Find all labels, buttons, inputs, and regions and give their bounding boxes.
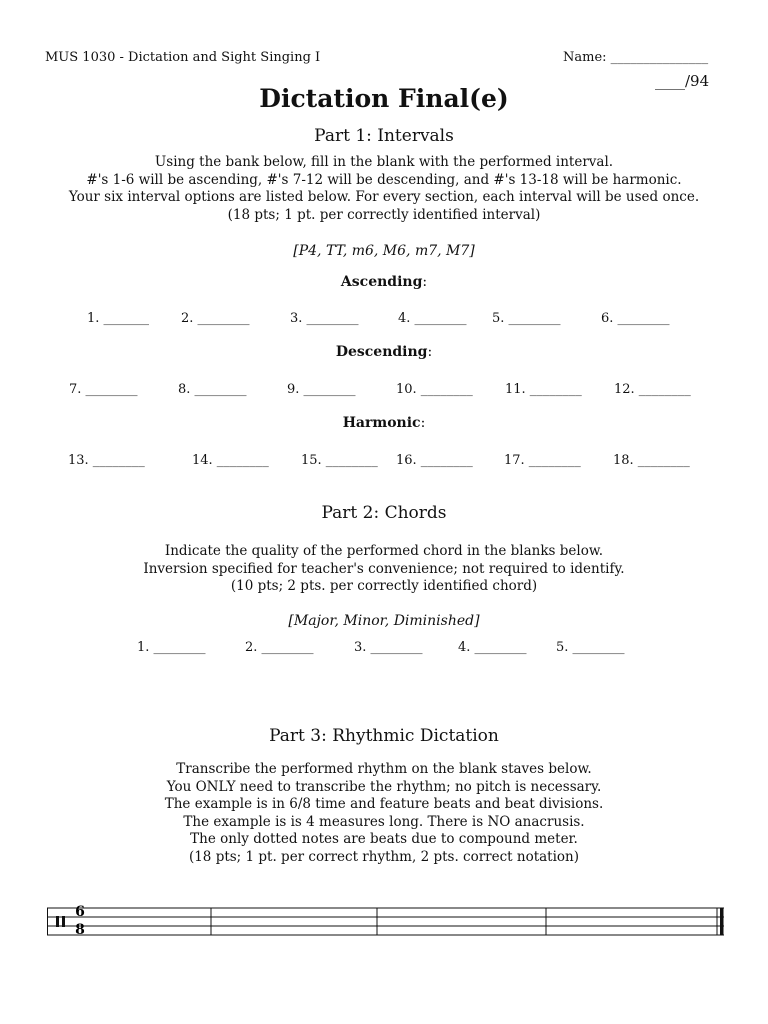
answer-blank-14[interactable]: 14. ________ <box>192 453 269 468</box>
answer-blank-10[interactable]: 10. ________ <box>396 382 473 397</box>
course-title: MUS 1030 - Dictation and Sight Singing I <box>45 50 321 65</box>
instruction-line: Indicate the quality of the performed chord in the blanks below. <box>164 543 604 559</box>
answer-blank-4[interactable]: 4. ________ <box>398 311 467 326</box>
ascending-label: Ascending <box>340 274 423 290</box>
time-signature-top: 6 <box>75 904 85 920</box>
final-barline-thick <box>720 908 724 935</box>
ascending-heading <box>0 274 768 290</box>
chord-blank-4[interactable]: 4. ________ <box>458 640 527 655</box>
answer-blank-8[interactable]: 8. ________ <box>178 382 247 397</box>
instruction-line: The example is is 4 measures long. There is NO anacrusis. <box>183 813 585 830</box>
chord-blank-1[interactable]: 1. ________ <box>137 640 206 655</box>
answer-blank-7[interactable]: 7. ________ <box>69 382 138 397</box>
instruction-line: (18 pts; 1 pt. per correct rhythm, 2 pts. correct notation) <box>188 848 580 865</box>
percussion-clef-icon <box>56 916 59 927</box>
part3-heading: Part 3: Rhythmic Dictation <box>269 726 499 746</box>
descending-heading <box>0 344 768 360</box>
page-title: Dictation Final(e) <box>259 84 509 113</box>
chord-bank: [Major, Minor, Diminished] <box>288 613 480 629</box>
answer-blank-18[interactable]: 18. ________ <box>613 453 690 468</box>
answer-blank-16[interactable]: 16. ________ <box>396 453 473 468</box>
answer-blank-15[interactable]: 15. ________ <box>301 453 378 468</box>
instruction-line: (18 pts; 1 pt. per correctly identified interval) <box>227 206 541 223</box>
instruction-line: Transcribe the performed rhythm on the blank staves below. <box>176 761 592 777</box>
instruction-line: #'s 1-6 will be ascending, #'s 7-12 will be descending, and #'s 13-18 will be harmonic. <box>86 171 682 188</box>
chord-blank-5[interactable]: 5. ________ <box>556 640 625 655</box>
heading-colon: : <box>422 274 428 290</box>
rhythm-staff[interactable] <box>47 903 724 939</box>
heading-colon: : <box>427 344 433 360</box>
part3-instructions <box>0 761 768 866</box>
score-field: ____/94 <box>655 72 710 90</box>
part2-instructions <box>0 543 768 596</box>
answer-blank-9[interactable]: 9. ________ <box>287 382 356 397</box>
part1-heading: Part 1: Intervals <box>314 126 454 146</box>
instruction-line: Inversion specified for teacher's convenience; not required to identify. <box>143 560 625 577</box>
answer-blank-12[interactable]: 12. ________ <box>614 382 691 397</box>
part1-instructions <box>0 154 768 224</box>
time-signature-bottom: 8 <box>75 922 85 938</box>
answer-blank-3[interactable]: 3. ________ <box>290 311 359 326</box>
staff-svg[interactable] <box>47 903 724 939</box>
descending-label: Descending <box>335 344 428 360</box>
instruction-line: The only dotted notes are beats due to compound meter. <box>190 831 578 847</box>
instruction-line: The example is in 6/8 time and feature beats and beat divisions. <box>164 796 604 812</box>
heading-colon: : <box>420 415 426 431</box>
instruction-line: Your six interval options are listed below. For every section, each interval will be used once. <box>68 189 700 205</box>
instruction-line: You ONLY need to transcribe the rhythm; no pitch is necessary. <box>166 778 602 795</box>
chord-blank-3[interactable]: 3. ________ <box>354 640 423 655</box>
percussion-clef-icon <box>62 916 65 927</box>
harmonic-heading <box>0 415 768 431</box>
part2-heading: Part 2: Chords <box>321 503 447 523</box>
answer-blank-2[interactable]: 2. ________ <box>181 311 250 326</box>
interval-bank: [P4, TT, m6, M6, m7, M7] <box>293 243 475 259</box>
answer-blank-11[interactable]: 11. ________ <box>505 382 582 397</box>
answer-blank-1[interactable]: 1. _______ <box>87 311 150 326</box>
instruction-line: Using the bank below, fill in the blank with the performed interval. <box>154 154 614 170</box>
instruction-line: (10 pts; 2 pts. per correctly identified chord) <box>230 578 538 594</box>
chord-blank-2[interactable]: 2. ________ <box>245 640 314 655</box>
answer-blank-5[interactable]: 5. ________ <box>492 311 561 326</box>
name-field[interactable]: Name: _______________ <box>563 50 709 65</box>
answer-blank-13[interactable]: 13. ________ <box>68 453 145 468</box>
harmonic-label: Harmonic <box>342 415 421 431</box>
answer-blank-6[interactable]: 6. ________ <box>601 311 670 326</box>
answer-blank-17[interactable]: 17. ________ <box>504 453 581 468</box>
